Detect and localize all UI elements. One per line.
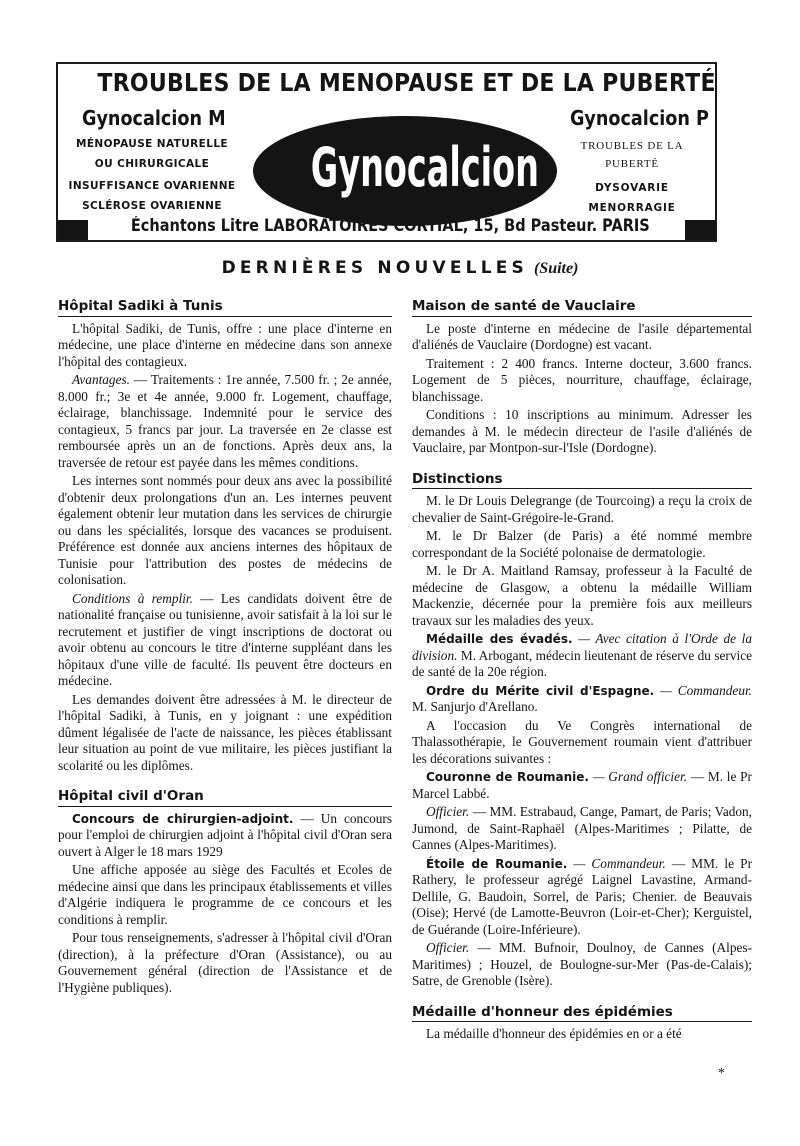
paragraph: Traitement : 2 400 francs. Interne docteur, 3.600 francs. Logement de 5 pièces, nourriture, chauffage, éclairage, blanchissage. bbox=[412, 355, 752, 404]
article-vauclaire bbox=[412, 298, 752, 457]
paragraph-text: — MM. le Pr Rathery, le professeur agrégé Laignel Lavastine, Armand-Dellile, G. Baudoin, Sorrel, de Paris; Chenier. de Beauvais (Oise); Hervé (de Lamotte-Beuvron (Loir-et-Cher); Kerguistel, de Guérande (Loire-Inférieure). bbox=[412, 855, 752, 937]
ad-brand-logo: Gynocalcion bbox=[310, 136, 539, 199]
ad-right-line: PUBERTÉ bbox=[605, 158, 659, 170]
paragraph-text: — Les candidats doivent être de nationalité française ou tunisienne, avoir satisfait à la loi sur le recrutement et justifier de vingt inscriptions de doctorat ou avoir obtenu au concours le titre d'interne suppléant dans les hôpitaux d'une ville de faculté. Ils peuvent être docteurs en médecine. bbox=[58, 590, 392, 688]
advertisement-gynocalcion bbox=[56, 62, 717, 242]
paragraph-italic: — Commandeur. bbox=[654, 682, 752, 698]
paragraph: L'hôpital Sadiki, de Tunis, offre : une place d'interne en médecine, une place d'interne en médecine dans son annexe l'hôpital des contagieux. bbox=[58, 320, 392, 369]
paragraph-lead: Couronne de Roumanie. bbox=[426, 770, 589, 784]
paragraph-text: — MM. Bufnoir, Doulnoy, de Cannes (Alpes-Maritimes) ; Houzel, de Boulogne-sur-Mer (Pas-de-Calais); Satre, de Grenoble (Isère). bbox=[412, 940, 752, 988]
paragraph bbox=[412, 769, 752, 802]
paragraph-italic: Officier. bbox=[426, 940, 470, 955]
paragraph bbox=[58, 372, 392, 471]
paragraph-lead: Avantages. bbox=[72, 372, 130, 387]
paragraph-text: M. Sanjurjo d'Arellano. bbox=[412, 699, 538, 714]
article-medaille-epidemies bbox=[412, 1004, 752, 1043]
paragraph-text: — M. le Pr Marcel Labbé. bbox=[412, 769, 752, 801]
left-column bbox=[58, 298, 392, 1010]
paragraph-italic: — Commandeur. bbox=[567, 855, 666, 871]
section-title: DERNIÈRES NOUVELLES bbox=[221, 258, 528, 278]
article-hopital-sadiki bbox=[58, 298, 392, 774]
paragraph bbox=[412, 804, 752, 854]
ad-left-product: Gynocalcion M bbox=[82, 106, 226, 130]
ad-left-line: SCLÉROSE OVARIENNE bbox=[82, 200, 222, 212]
article-heading: Maison de santé de Vauclaire bbox=[412, 298, 752, 317]
ad-right-line-bold: DYSOVARIE bbox=[595, 182, 669, 194]
paragraph-italic: — Avec citation à l'Orde de la division. bbox=[412, 631, 752, 663]
paragraph-text: — Un concours pour l'emploi de chirurgien adjoint à l'hôpital civil d'Oran sera ouvert à Alger le 18 mars 1929 bbox=[58, 810, 392, 859]
paragraph: Les internes sont nommés pour deux ans avec la possibilité d'obtenir deux prolongations d'un an. Les internes peuvent également obtenir leur mutation dans les services de chirurgie ou dans les spécialités, lorsque des vacances se produisent. Préférence est donnée aux anciens internes des hôpitaux de Tunisie pour l'attribution des postes de médecins de colonisation. bbox=[58, 473, 392, 587]
article-heading: Distinctions bbox=[412, 471, 752, 490]
paragraph: Le poste d'interne en médecine de l'asile départemental d'aliénés de Vauclaire (Dordogne) est vacant. bbox=[412, 320, 752, 352]
article-hopital-oran bbox=[58, 788, 392, 996]
ad-left-line: OU CHIRURGICALE bbox=[94, 158, 210, 170]
ad-right-line-bold: MENORRAGIE bbox=[588, 202, 676, 214]
ad-right-line: TROUBLES DE LA bbox=[580, 140, 684, 152]
paragraph: Les demandes doivent être adressées à M. le directeur de l'hôpital Sadiki, à Tunis, en y joignant : une expédition dûment légalisée de l'acte de naissance, les pièces établissant leur situation au point de vue militaire, les pièces justifiant la scolarité ou les diplômes. bbox=[58, 691, 392, 773]
right-column bbox=[412, 298, 752, 1057]
paragraph bbox=[412, 856, 752, 939]
article-heading: Hôpital Sadiki à Tunis bbox=[58, 298, 392, 317]
section-heading bbox=[0, 258, 800, 278]
paragraph bbox=[412, 683, 752, 716]
paragraph-lead: Concours de chirurgien-adjoint. bbox=[72, 811, 294, 826]
paragraph: M. le Dr A. Maitland Ramsay, professeur à la Faculté de médecine de Glasgow, a obtenu la médaille William Mackenzie, décernée pour la première fois aux meilleurs travaux sur les maladies des yeux. bbox=[412, 563, 752, 628]
paragraph: Une affiche apposée au siège des Facultés et Ecoles de médecine ainsi que dans les principaux établissements et villes d'Algérie indiquera le programme de ce concours et les conditions à remplir. bbox=[58, 862, 392, 927]
ad-left-line: MÉNOPAUSE NATURELLE bbox=[76, 138, 228, 150]
paragraph bbox=[58, 811, 392, 861]
paragraph bbox=[412, 940, 752, 990]
paragraph: A l'occasion du Ve Congrès international de Thalassothérapie, le Gouvernement roumain vient d'attribuer les décorations suivantes : bbox=[412, 717, 752, 766]
paragraph-lead: Conditions à remplir. bbox=[72, 590, 193, 606]
paragraph: Conditions : 10 inscriptions au minimum. Adresser les demandes à M. le médecin directeur de l'asile d'aliénés de Vauclaire, par Montpon-sur-l'Isle (Dordogne). bbox=[412, 407, 752, 455]
paragraph-italic: Officier. bbox=[426, 804, 470, 819]
ad-left-bar bbox=[58, 220, 88, 240]
paragraph bbox=[58, 591, 392, 690]
section-suite: (Suite) bbox=[533, 260, 579, 277]
paragraph: La médaille d'honneur des épidémies en or a été bbox=[426, 1026, 682, 1041]
paragraph: M. le Dr Louis Delegrange (de Tourcoing) a reçu la croix de chevalier de Saint-Grégoire-le-Grand. bbox=[412, 493, 752, 525]
article-distinctions bbox=[412, 471, 752, 990]
paragraph-italic: — Grand officier. bbox=[588, 769, 688, 784]
paragraph: M. le Dr Balzer (de Paris) a été nommé membre correspondant de la Société polonaise de dermatologie. bbox=[412, 528, 752, 560]
ad-footer-address: Échantons Litre LABORATOIRES CORTIAL, 15, Bd Pasteur. PARIS bbox=[130, 216, 650, 235]
page-star-mark: * bbox=[718, 1066, 725, 1081]
paragraph-text: M. Arbogant, médecin lieutenant de réserve du service de santé de la 20e région. bbox=[412, 647, 752, 679]
ad-right-bar bbox=[685, 220, 715, 240]
article-heading: Hôpital civil d'Oran bbox=[58, 788, 392, 807]
ad-brand-oval bbox=[253, 116, 557, 226]
article-heading: Médaille d'honneur des épidémies bbox=[412, 1004, 752, 1023]
paragraph-lead: Médaille des évadés. bbox=[426, 632, 573, 646]
paragraph-text: — MM. Estrabaud, Cange, Pamart, de Paris; Vadon, Jumond, de Saint-Raphaël (Alpes-Maritimes ; Pilatte, de Cannes (Alpes-Maritimes). bbox=[412, 804, 752, 852]
ad-headline: TROUBLES DE LA MENOPAUSE ET DE LA PUBERTÉ bbox=[97, 68, 716, 97]
paragraph: Pour tous renseignements, s'adresser à l'hôpital civil d'Oran (direction), à la préfecture d'Oran (Assistance), ou au Gouvernement général (direction de l'Assistance et de l'Hygiène publiques). bbox=[58, 930, 392, 995]
paragraph-text: — Traitements : 1re année, 7.500 fr. ; 2e année, 8.000 fr.; 3e et 4e année, 9.000 fr. Logement, chauffage, éclairage, blanchissage. Indemnité pour le service des contagieux, 5 francs par jour. La traversée en 2e classe est remboursée après un an de fonctions. Après deux ans, la traversée de retour est payée dans les mêmes conditions. bbox=[58, 372, 392, 470]
paragraph-lead: Ordre du Mérite civil d'Espagne. bbox=[426, 683, 655, 698]
paragraph bbox=[412, 631, 752, 681]
ad-right-product: Gynocalcion P bbox=[570, 106, 709, 130]
paragraph-lead: Étoile de Roumanie. bbox=[426, 856, 568, 871]
ad-left-line: INSUFFISANCE OVARIENNE bbox=[68, 180, 236, 192]
